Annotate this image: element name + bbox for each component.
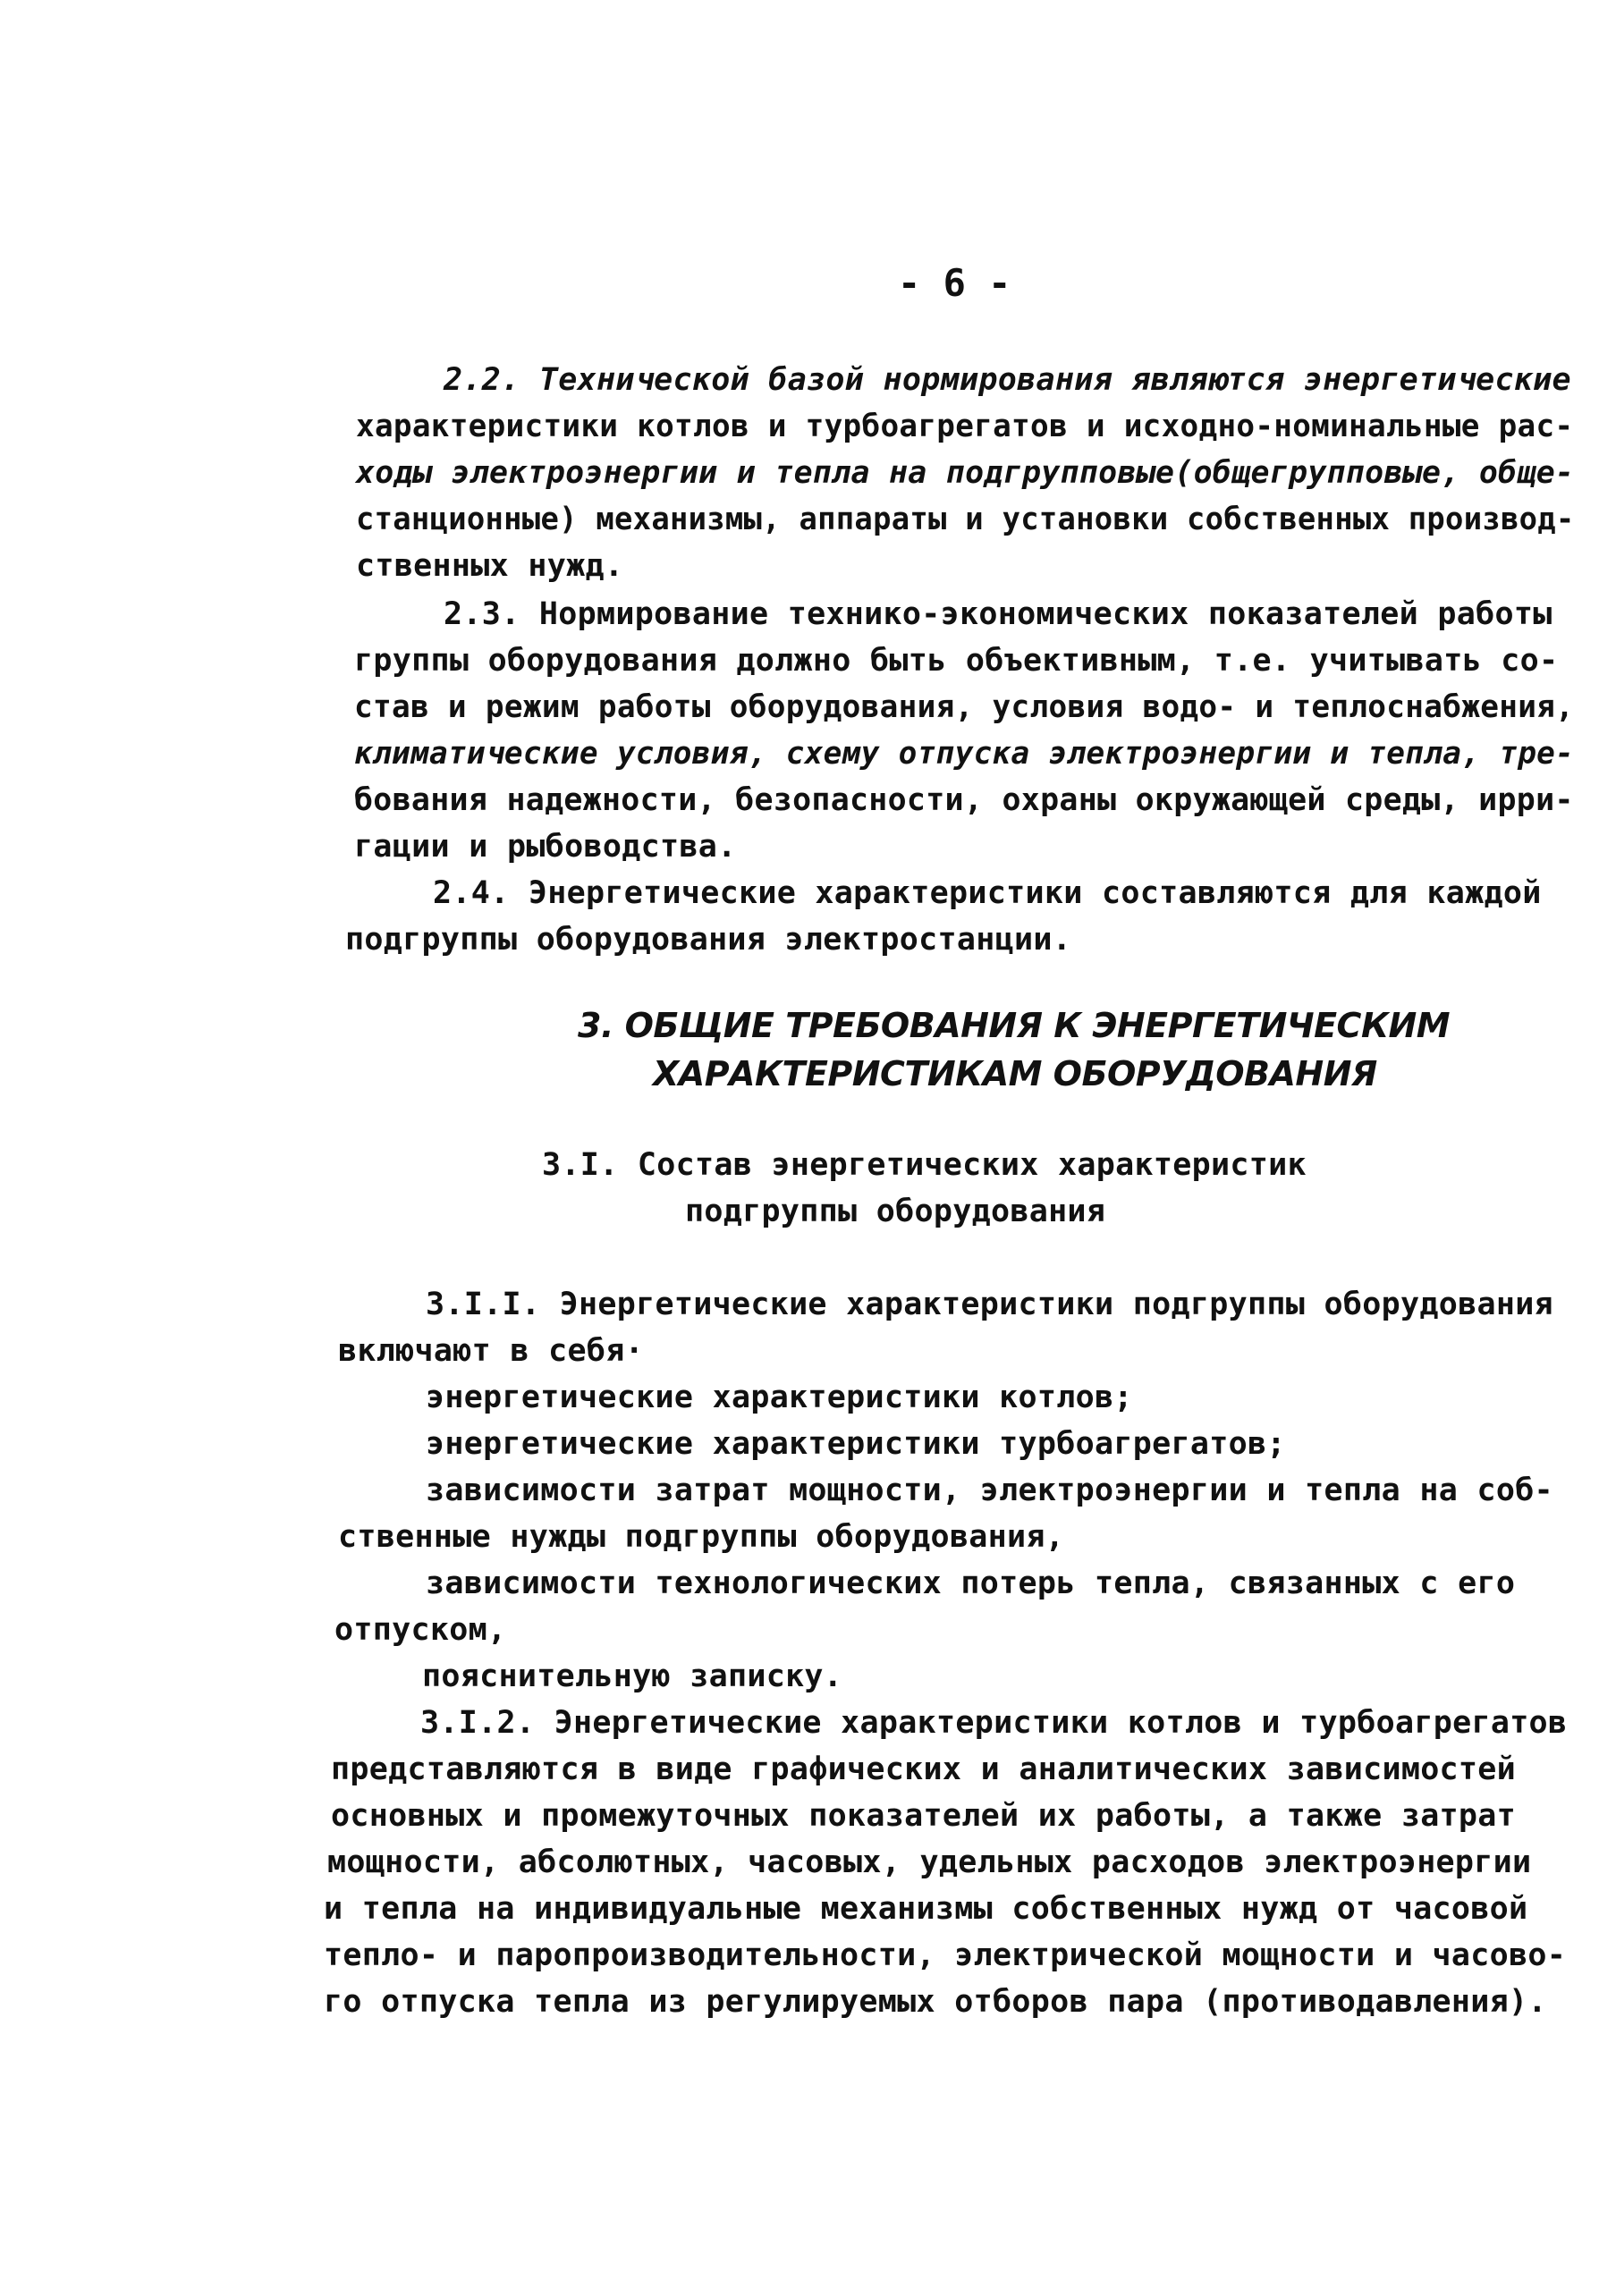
paragraph-3-1-1-line-4: энергетические характеристики турбоагрегатов;	[426, 1426, 1286, 1462]
paragraph-2-2-line-1: 2.2. Технической базой нормирования являются энергетические	[444, 362, 1571, 398]
section-3-title-line-2: ХАРАКТЕРИСТИКАМ ОБОРУДОВАНИЯ	[653, 1054, 1377, 1093]
paragraph-2-3-line-3: став и режим работы оборудования, условия водо- и теплоснабжения,	[354, 689, 1575, 725]
paragraph-2-2-line-2: характеристики котлов и турбоагрегатов и исходно-номинальные рас-	[356, 409, 1574, 444]
paragraph-2-3-line-6: гации и рыбоводства.	[354, 829, 737, 865]
paragraph-2-4-line-1: 2.4. Энергетические характеристики составляются для каждой	[433, 875, 1542, 911]
paragraph-3-1-1-line-7: зависимости технологических потерь тепла, связанных с его	[426, 1566, 1516, 1601]
paragraph-3-1-1-line-1: 3.I.I. Энергетические характеристики подгруппы оборудования	[426, 1287, 1553, 1322]
subsection-3-1-title-line-1: 3.I. Состав энергетических характеристик	[542, 1147, 1307, 1183]
paragraph-2-3-line-2: группы оборудования должно быть объективным, т.е. учитывать со-	[354, 643, 1559, 679]
paragraph-2-2-line-5: ственных нужд.	[356, 548, 624, 584]
paragraph-3-1-1-line-6: ственные нужды подгруппы оборудования,	[338, 1519, 1065, 1555]
paragraph-2-3-line-4: климатические условия, схему отпуска электроэнергии и тепла, тре-	[354, 736, 1575, 772]
paragraph-3-1-1-line-9: пояснительную записку.	[422, 1659, 843, 1694]
page-number: - 6 -	[898, 261, 1011, 305]
paragraph-3-1-1-line-5: зависимости затрат мощности, электроэнергии и тепла на соб-	[426, 1473, 1553, 1508]
paragraph-2-3-line-5: бования надежности, безопасности, охраны окружающей среды, ирри-	[354, 782, 1574, 818]
paragraph-3-1-2-line-7: го отпуска тепла из регулируемых отборов пара (противодавления).	[324, 1984, 1547, 2020]
paragraph-2-3-line-1: 2.3. Нормирование технико-экономических показателей работы	[444, 596, 1552, 632]
paragraph-3-1-2-line-3: основных и промежуточных показателей их работы, а также затрат	[331, 1798, 1517, 1834]
section-3-title-line-1: 3. ОБЩИЕ ТРЕБОВАНИЯ К ЭНЕРГЕТИЧЕСКИМ	[578, 1006, 1451, 1045]
paragraph-2-2-line-3: ходы электроэнергии и тепла на подгрупповые(общегрупповые, обще-	[356, 455, 1575, 491]
paragraph-3-1-2-line-4: мощности, абсолютных, часовых, удельных расходов электроэнергии	[327, 1844, 1532, 1880]
paragraph-3-1-1-line-3: энергетические характеристики котлов;	[426, 1380, 1133, 1415]
paragraph-3-1-2-line-6: тепло- и паропроизводительности, электрической мощности и часово-	[324, 1937, 1567, 1973]
paragraph-2-2-line-4: станционные) механизмы, аппараты и установки собственных производ-	[356, 502, 1575, 537]
paragraph-2-4-line-2: подгруппы оборудования электростанции.	[345, 922, 1072, 958]
paragraph-3-1-2-line-2: представляются в виде графических и аналитических зависимостей	[331, 1752, 1517, 1787]
paragraph-3-1-1-line-2: включают в себя·	[338, 1333, 644, 1369]
subsection-3-1-title-line-2: подгруппы оборудования	[685, 1194, 1106, 1229]
paragraph-3-1-2-line-1: 3.I.2. Энергетические характеристики котлов и турбоагрегатов	[420, 1705, 1568, 1741]
paragraph-3-1-1-line-8: отпуском,	[334, 1612, 507, 1648]
paragraph-3-1-2-line-5: и тепла на индивидуальные механизмы собственных нужд от часовой	[324, 1891, 1528, 1927]
